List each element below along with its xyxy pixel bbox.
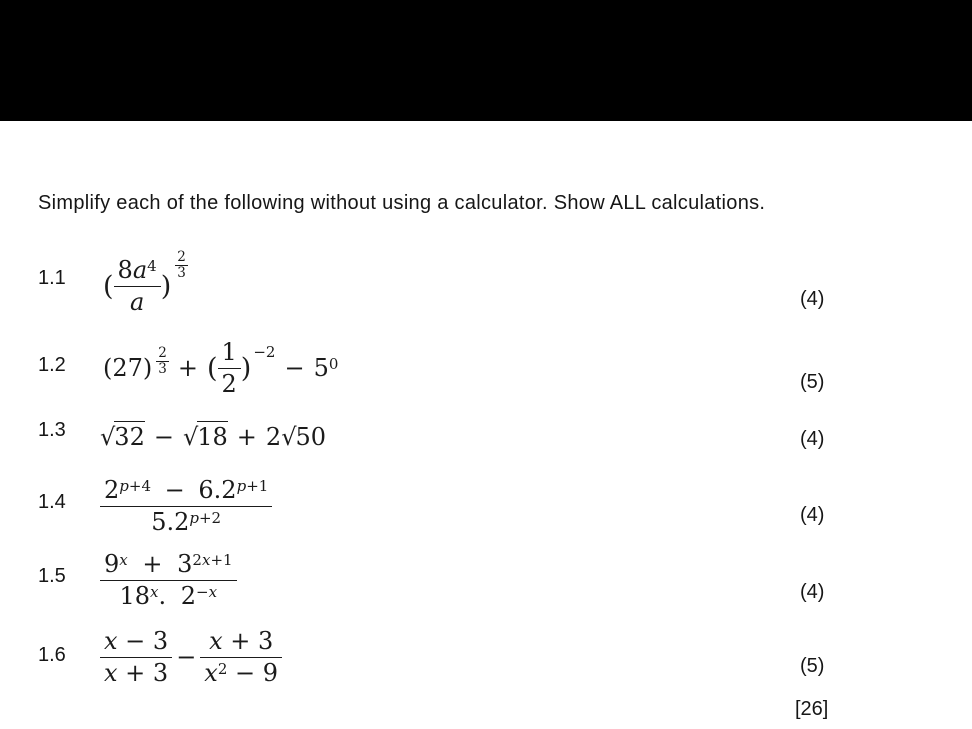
math-expression <box>100 420 326 454</box>
base-27: (27) <box>103 354 153 382</box>
denominator: $x^2 - 9$ <box>204 658 279 687</box>
marks-label: (5) <box>800 371 825 393</box>
question-number: 1.6 <box>38 644 66 666</box>
fraction-right <box>200 627 282 687</box>
math-expression <box>100 475 272 537</box>
open-paren: ( <box>103 270 114 302</box>
close-paren: ) <box>240 352 252 384</box>
denominator: x + 3 <box>104 658 169 687</box>
denominator: $5.2^{p+2}$ <box>151 507 222 536</box>
marks-label: (4) <box>800 504 825 526</box>
fraction <box>100 476 272 536</box>
minus-operator: − <box>153 423 174 451</box>
top-banner <box>0 0 972 121</box>
term-five: $5^0$ <box>313 354 339 382</box>
math-expression <box>103 248 188 324</box>
question-number: 1.5 <box>38 565 66 587</box>
numerator: $9^x + 3^{2x+1}$ <box>100 550 237 580</box>
denominator: a <box>129 287 145 316</box>
fraction <box>100 550 237 610</box>
denominator: 18$^x$. $2^{-x}$ <box>119 581 218 610</box>
fraction <box>114 256 161 316</box>
plus-operator: + <box>177 354 198 382</box>
radical-50: 2√50 <box>265 423 327 451</box>
numerator: $8a^4$ <box>114 256 161 286</box>
open-paren: ( <box>206 352 218 384</box>
exponent-fraction: 2 3 <box>158 344 167 377</box>
question-number: 1.4 <box>38 491 66 513</box>
math-expression <box>100 625 282 689</box>
question-number: 1.1 <box>38 267 66 289</box>
total-marks-label: [26] <box>795 698 829 720</box>
close-paren: ) <box>160 270 172 302</box>
marks-label: (4) <box>800 581 825 603</box>
question-number: 1.3 <box>38 419 66 441</box>
question-number: 1.2 <box>38 354 66 376</box>
exponent-fraction: 2 3 <box>177 248 186 281</box>
math-expression <box>100 549 237 611</box>
fraction-one-half: $\frac{1}{2}$ <box>218 338 241 398</box>
numerator: $2^{p+4} - 6.2^{p+1}$ <box>100 476 272 506</box>
marks-label: (4) <box>800 288 825 310</box>
marks-label: (4) <box>800 428 825 450</box>
exponent-neg2: −2 <box>253 343 276 361</box>
instruction-text: Simplify each of the following without using a calculator. Show ALL calculations. <box>38 192 766 214</box>
numerator: x + 3 <box>200 627 282 657</box>
minus-operator: − <box>284 354 305 382</box>
radical-32: √32 <box>100 423 145 451</box>
radical-18: √18 <box>182 423 228 451</box>
fraction-left <box>100 627 172 687</box>
plus-operator: + <box>236 423 257 451</box>
minus-operator: − <box>176 643 197 671</box>
marks-label: (5) <box>800 655 825 677</box>
math-expression <box>103 339 338 397</box>
numerator: x − 3 <box>100 627 172 657</box>
